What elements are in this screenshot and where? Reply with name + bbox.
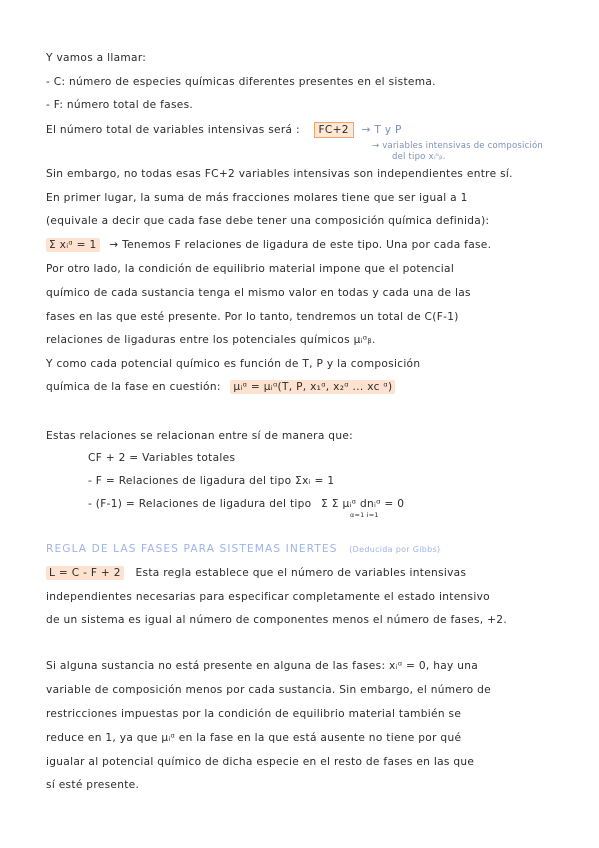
- intro-line-2: - C: número de especies químicas diferentes presentes en el sistema.: [46, 76, 436, 88]
- para2-line-3: restricciones impuestas por la condición de equilibrio material también se: [46, 708, 462, 720]
- intro-line-1: Y vamos a llamar:: [46, 52, 147, 64]
- para1-line-8: relaciones de ligaduras entre los potenciales químicos μᵢᵅᵦ.: [46, 334, 376, 346]
- intro-line-4: [46, 124, 402, 136]
- phase-rule-title: REGLA DE LAS FASES PARA SISTEMAS INERTES: [46, 543, 338, 555]
- para2-line-4: reduce en 1, ya que μᵢᵅ en la fase en la que está ausente no tiene por qué: [46, 732, 462, 744]
- gibbs-attribution: (Deducida por Gibbs): [349, 545, 441, 554]
- fc2-boxed-term: FC+2: [314, 122, 354, 138]
- relations-intro: Estas relaciones se relacionan entre sí de manera que:: [46, 430, 354, 442]
- para1-line-2: En primer lugar, la suma de más fracciones molares tiene que ser igual a 1: [46, 192, 468, 204]
- phase-rule-heading: [46, 543, 440, 555]
- phase-rule-formula: L = C - F + 2: [46, 566, 124, 580]
- mole-fraction-sum-formula: Σ xᵢᵅ = 1: [46, 238, 100, 252]
- chemical-potential-formula: μᵢᵅ = μᵢᵅ(T, P, x₁ᵅ, x₂ᵅ ... xc ᵅ): [230, 380, 395, 394]
- rule-line-3: de un sistema es igual al número de componentes menos el número de fases, +2.: [46, 614, 508, 626]
- para2-line-5: igualar al potencial químico de dicha especie en el resto de fases en las que: [46, 756, 475, 768]
- para1-line-4: [46, 239, 491, 251]
- rule-line-1: [46, 567, 466, 579]
- para1-line-9: Y como cada potencial químico es función de T, P y la composición: [46, 358, 421, 370]
- total-variables-text: El número total de variables intensivas será :: [46, 124, 300, 136]
- t-p-annotation: → T y P: [361, 124, 402, 136]
- para1-line-1: Sin embargo, no todas esas FC+2 variables intensivas son independientes entre sí.: [46, 168, 513, 180]
- composition-note-line-2: del tipo xᵢᵅᵦ.: [392, 152, 446, 162]
- relation-f-constraints: - F = Relaciones de ligadura del tipo Σxᵢ = 1: [88, 475, 335, 487]
- para2-line-6: sí esté presente.: [46, 779, 140, 791]
- gibbs-sum-indices: α=1 i=1: [350, 511, 379, 519]
- para1-line-10: [46, 381, 395, 393]
- gibbs-sum-formula: Σ Σ μᵢᵅ dnᵢᵅ = 0: [321, 498, 405, 510]
- para1-line-7: fases en las que esté presente. Por lo tanto, tendremos un total de C(F-1): [46, 311, 459, 323]
- f-relations-text: → Tenemos F relaciones de ligadura de este tipo. Una por cada fase.: [109, 239, 492, 251]
- relation-total-variables: CF + 2 = Variables totales: [88, 452, 236, 464]
- rule-explanation-start: Esta regla establece que el número de variables intensivas: [135, 567, 467, 579]
- relation-f-minus-1-constraints: [88, 498, 404, 510]
- para1-line-5: Por otro lado, la condición de equilibrio material impone que el potencial: [46, 263, 455, 275]
- para2-line-2: variable de composición menos por cada sustancia. Sin embargo, el número de: [46, 684, 491, 696]
- rule-line-2: independientes necesarias para especificar completamente el estado intensivo: [46, 591, 490, 603]
- para1-line-6: químico de cada sustancia tenga el mismo valor en todas y cada una de las: [46, 287, 471, 299]
- para2-line-1: Si alguna sustancia no está presente en alguna de las fases: xᵢᵅ = 0, hay una: [46, 660, 479, 672]
- para1-line-3: (equivale a decir que cada fase debe tener una composición química definida):: [46, 215, 490, 227]
- chemical-phase-text: química de la fase en cuestión:: [46, 381, 221, 393]
- f-minus-1-text: - (F-1) = Relaciones de ligadura del tipo: [88, 498, 312, 510]
- composition-note-line-1: → variables intensivas de composición: [372, 141, 543, 151]
- intro-line-3: - F: número total de fases.: [46, 99, 194, 111]
